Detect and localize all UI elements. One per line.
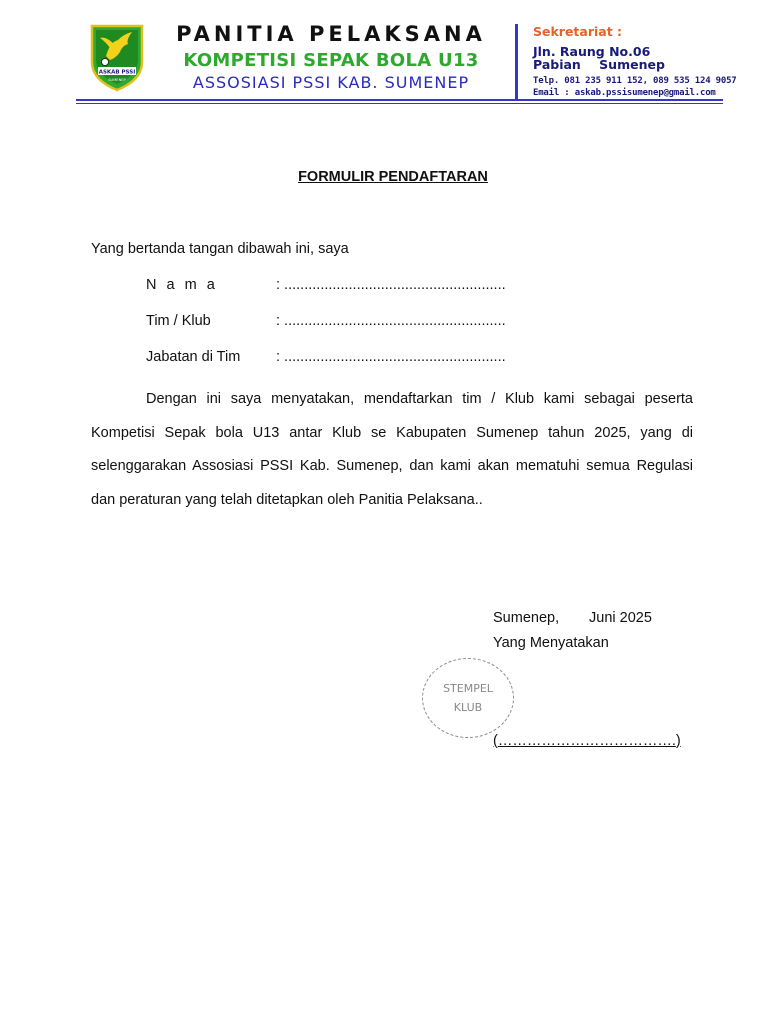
header-rule-thick: [76, 99, 723, 101]
signature-date-line: [493, 610, 652, 626]
competition-line: KOMPETISI SEPAK BOLA U13: [183, 50, 479, 71]
field-tim-klub: [146, 313, 506, 329]
stamp-line-1: STEMPEL: [443, 682, 493, 695]
header-divider: [515, 24, 518, 100]
statement-text: Dengan ini saya menyatakan, mendaftarkan tim / Klub kami sebagai peserta Kompetisi Sepak bola U13 antar Klub se Kabupaten Sumenep tahun 2025, yang di selenggarakan Assosiasi PSSI Kab. Sumenep, dan kami akan mematuhi semua Regulasi dan peraturan yang telah ditetapkan oleh Panitia Pelaksana..: [91, 391, 693, 508]
club-stamp-placeholder: [422, 658, 514, 738]
field-blank: : .......................................................: [276, 277, 506, 293]
secretariat-email: Email : askab.pssisumenep@gmail.com: [533, 88, 716, 98]
svg-text:ASKAB PSSI: ASKAB PSSI: [98, 69, 136, 76]
association-line: ASSOSIASI PSSI KAB. SUMENEP: [192, 73, 470, 92]
signature-date: Juni 2025: [589, 610, 652, 626]
signature-place: Sumenep,: [493, 610, 560, 626]
secretariat-block: [533, 24, 737, 99]
header-rule-thin: [76, 103, 723, 104]
organizer-line: PANITIA PELAKSANA: [176, 22, 486, 46]
secretariat-title: Sekretariat :: [533, 24, 623, 39]
secretariat-phone: Telp. 081 235 911 152, 089 535 124 9057: [533, 76, 737, 86]
statement-paragraph: [91, 383, 693, 517]
field-label: N a m a: [146, 277, 218, 293]
field-jabatan: [146, 349, 506, 365]
field-label: Jabatan di Tim: [146, 349, 241, 365]
askab-pssi-logo: [88, 22, 146, 92]
field-label: Tim / Klub: [146, 313, 211, 329]
signature-open-paren: (: [493, 733, 498, 749]
letterhead: [76, 20, 737, 106]
secretariat-address-2: Pabian Sumenep: [533, 57, 665, 72]
svg-text:SUMENEP: SUMENEP: [108, 78, 126, 82]
field-blank: : .......................................................: [276, 349, 506, 365]
intro-text: Yang bertanda tangan dibawah ini, saya: [91, 241, 349, 257]
secretariat-address-1: Jln. Raung No.06: [533, 44, 651, 59]
form-title: FORMULIR PENDAFTARAN: [298, 169, 488, 185]
signature-role: Yang Menyatakan: [493, 635, 609, 651]
field-nama: [146, 277, 506, 293]
stamp-line-2: KLUB: [453, 701, 483, 714]
signature-close-paren: ): [675, 733, 681, 749]
signature-blank: ……………………………….: [497, 733, 676, 749]
signature-line: [493, 733, 681, 749]
field-blank: : .......................................................: [276, 313, 506, 329]
